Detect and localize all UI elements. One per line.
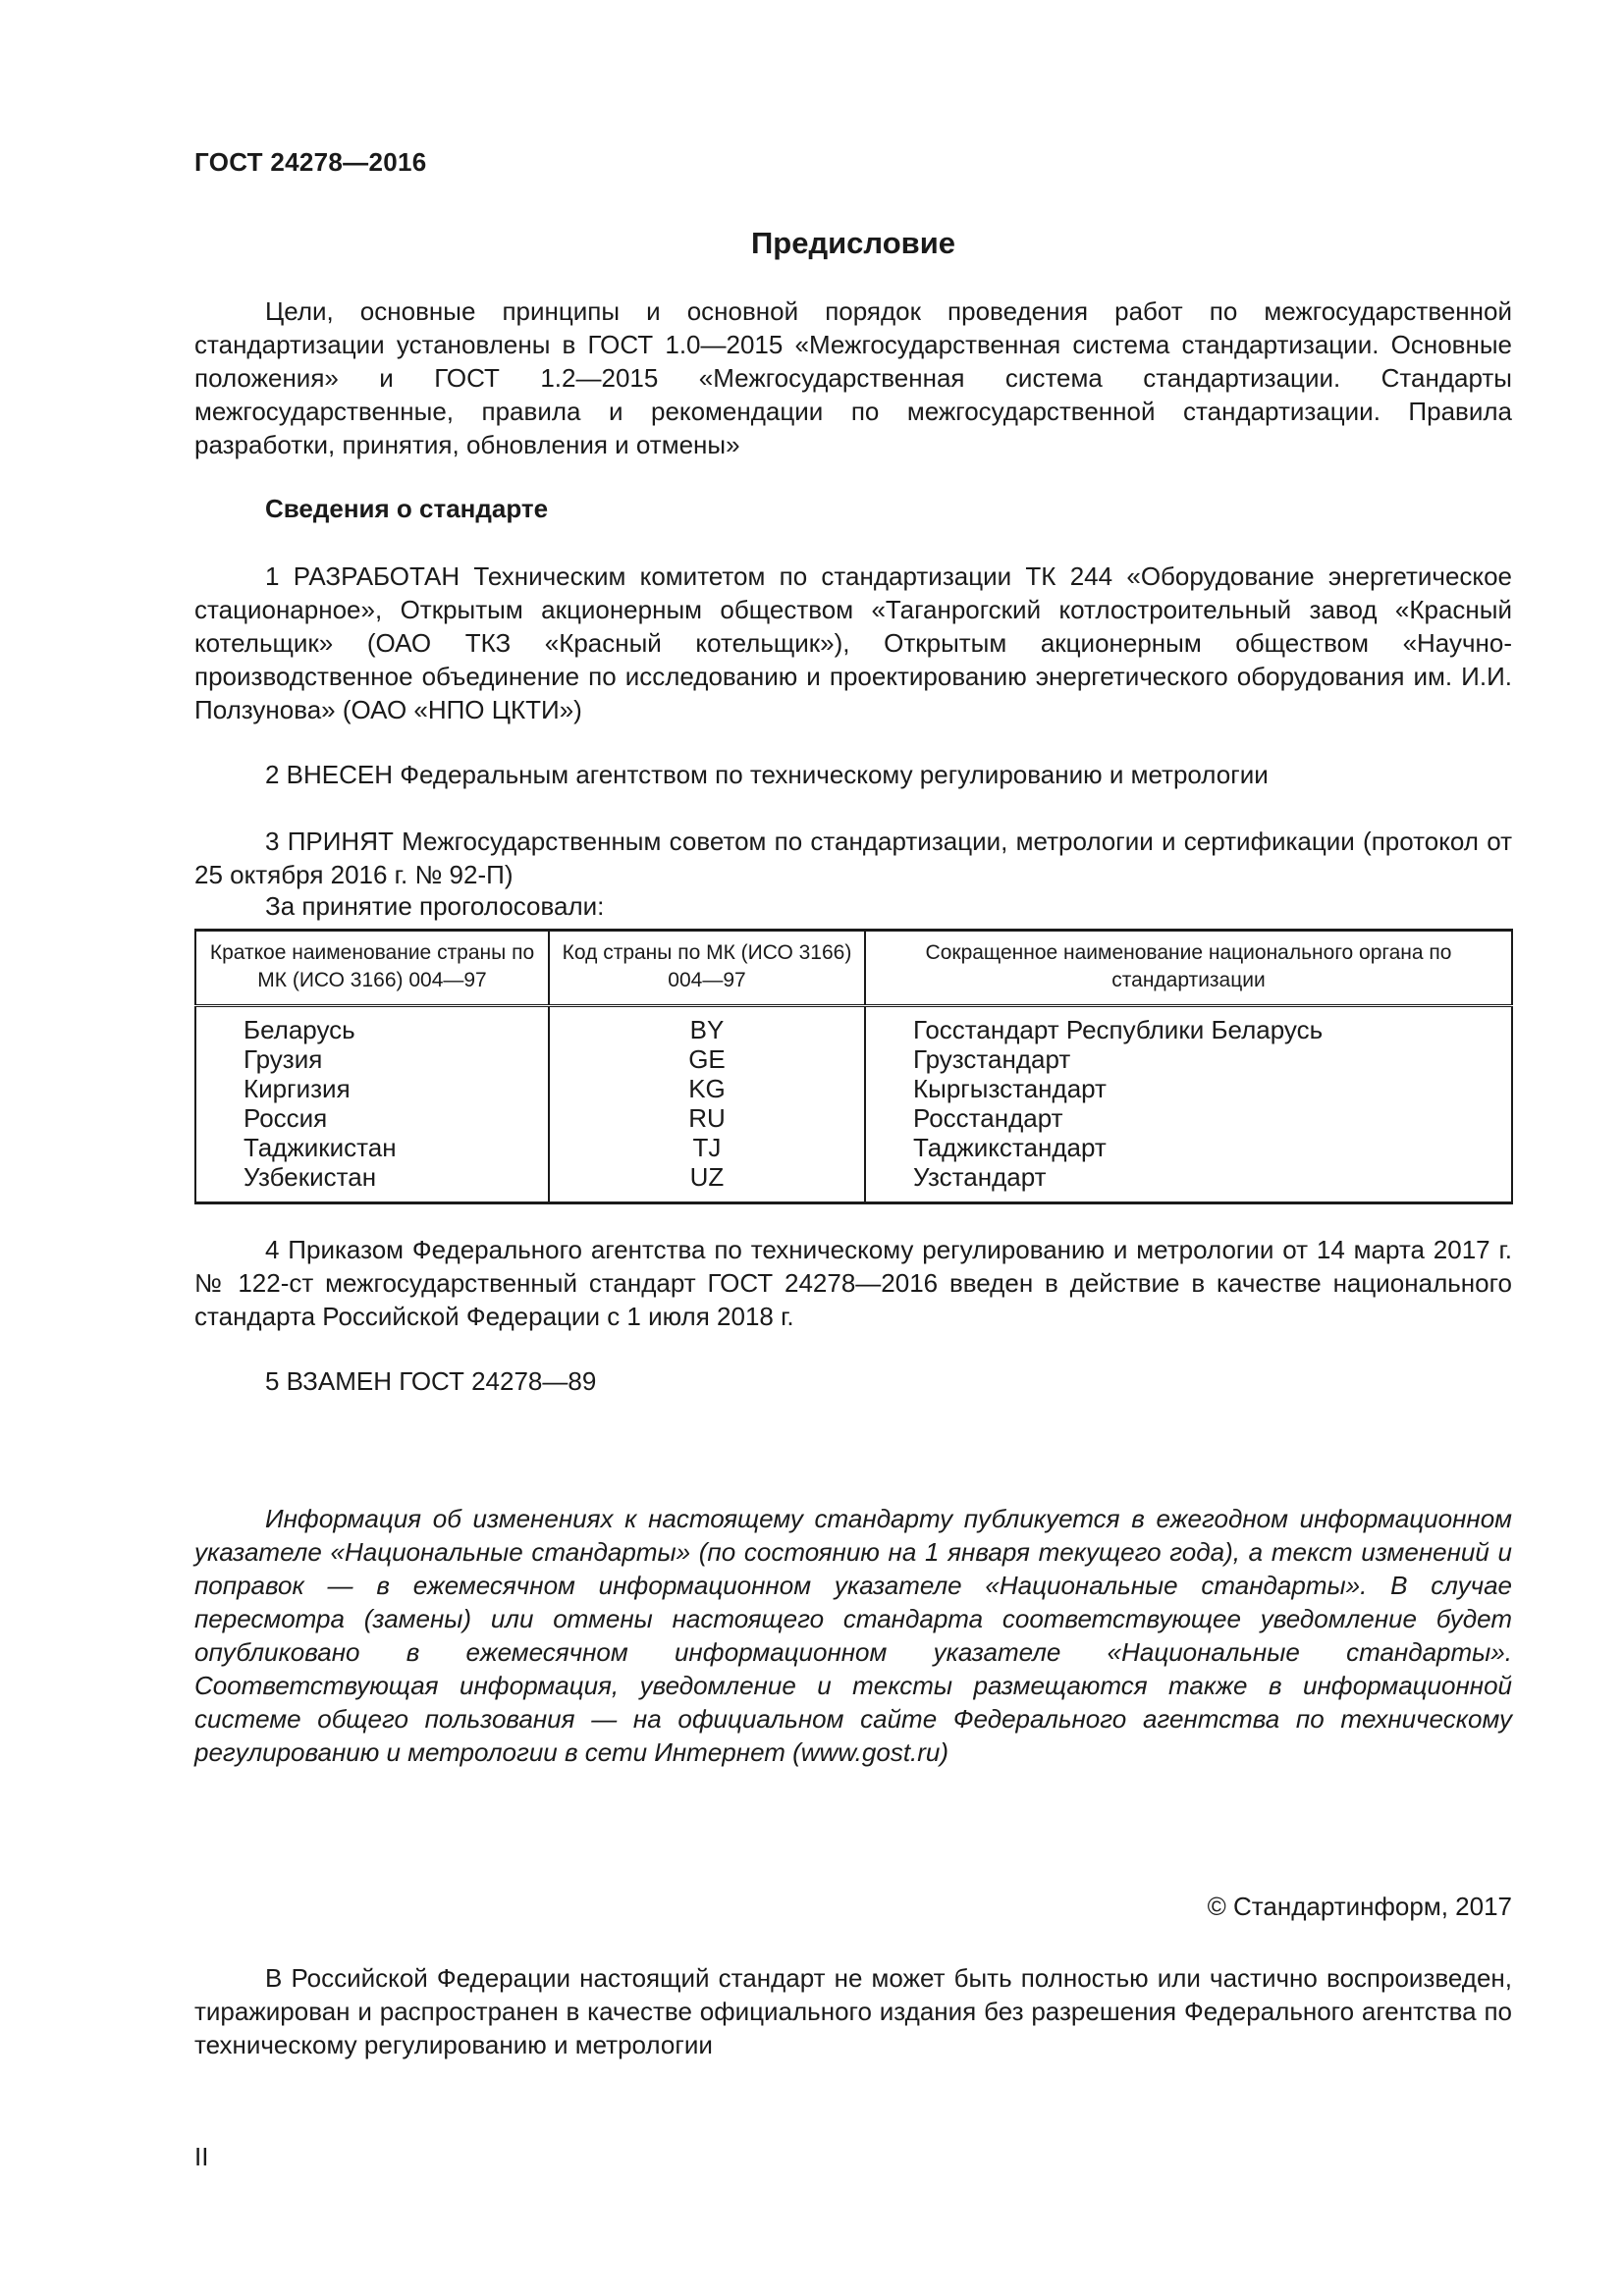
organization-cell: Росстандарт	[865, 1103, 1512, 1133]
table-row	[195, 1162, 1512, 1203]
column-header-country: Краткое наименование страны по МК (ИСО 3166) 004—97	[195, 931, 549, 1006]
country-code-cell: UZ	[549, 1162, 865, 1203]
page-number: II	[194, 2142, 209, 2171]
copyright-notice: © Стандартинформ, 2017	[1207, 1892, 1512, 1921]
intro-paragraph: Цели, основные принципы и основной порядок проведения работ по межгосударственной стандартизации установлены в ГОСТ 1.0—2015 «Межгосударственная система стандартизации. Основные положения» и ГОСТ 1.2—2015 «Межгосударственная система стандартизации. Стандарты межгосударственные, правила и рекомендации по межгосударственной стандартизации. Правила разработки, принятия, обновления и отмены»	[194, 296, 1512, 459]
country-cell: Россия	[244, 1103, 328, 1133]
item-5-paragraph: 5 ВЗАМЕН ГОСТ 24278—89	[265, 1366, 597, 1396]
table-row	[195, 1133, 1512, 1162]
country-code-cell: GE	[549, 1044, 865, 1074]
organization-cell: Узстандарт	[865, 1162, 1512, 1203]
item-4-paragraph: 4 Приказом Федерального агентства по техническому регулированию и метрологии от 14 марта 2017 г. № 122-ст межгосударственный стандарт ГОСТ 24278—2016 введен в действие в качестве национального стандарта Российской Федерации с 1 июля 2018 г.	[194, 1235, 1512, 1331]
item-3-paragraph: 3 ПРИНЯТ Межгосударственным советом по стандартизации, метрологии и сертификации (протокол от 25 октября 2016 г. № 92-П)	[194, 827, 1512, 889]
table-row	[195, 1103, 1512, 1133]
legal-note-paragraph: В Российской Федерации настоящий стандарт не может быть полностью или частично воспроизведен, тиражирован и распространен в качестве официального издания без разрешения Федерального агентства по техническому регулированию и метрологии	[194, 1963, 1512, 2059]
country-cell: Киргизия	[244, 1074, 351, 1103]
info-note-paragraph: Информация об изменениях к настоящему стандарту публикуется в ежегодном информационном указателе «Национальные стандарты» (по состоянию на 1 января текущего года), а текст изменений и поправок — в ежемесячном информационном указателе «Национальные стандарты». В случае пересмотра (замены) или отмены настоящего стандарта соответствующее уведомление будет опубликовано в ежемесячном информационном указателе «Национальные стандарты». Соответствующая информация, уведомление и тексты размещаются также в информационной системе общего пользования — на официальном сайте Федерального агентства по техническому регулированию и метрологии в сети Интернет (www.gost.ru)	[194, 1504, 1512, 1767]
organization-cell: Кыргызстандарт	[865, 1074, 1512, 1103]
voted-label: За принятие проголосовали:	[265, 891, 605, 921]
table-header-row	[195, 931, 1512, 1006]
column-header-code: Код страны по МК (ИСО 3166) 004—97	[549, 931, 865, 1006]
page-title: Предисловие	[750, 226, 955, 260]
country-cell: Беларусь	[244, 1015, 355, 1044]
document-code: ГОСТ 24278—2016	[194, 147, 427, 177]
country-code-cell: BY	[549, 1006, 865, 1045]
organization-cell: Таджикстандарт	[865, 1133, 1512, 1162]
table-row	[195, 1044, 1512, 1074]
country-code-cell: KG	[549, 1074, 865, 1103]
voting-countries-table	[194, 929, 1513, 1204]
table-row	[195, 1006, 1512, 1045]
section-heading: Сведения о стандарте	[265, 494, 549, 523]
item-2-paragraph: 2 ВНЕСЕН Федеральным агентством по техническому регулированию и метрологии	[265, 760, 1269, 789]
country-cell: Узбекистан	[244, 1162, 377, 1192]
table-row	[195, 1074, 1512, 1103]
column-header-organization: Сокращенное наименование национального органа по стандартизации	[865, 931, 1512, 1006]
country-cell: Грузия	[244, 1044, 323, 1074]
country-code-cell: RU	[549, 1103, 865, 1133]
country-cell: Таджикистан	[244, 1133, 397, 1162]
item-1-paragraph: 1 РАЗРАБОТАН Техническим комитетом по стандартизации ТК 244 «Оборудование энергетическое стационарное», Открытым акционерным обществом «Таганрогский котлостроительный завод «Красный котельщик» (ОАО ТКЗ «Красный котельщик»), Открытым акционерным обществом «Научно-производственное объединение по исследованию и проектированию энергетического оборудования им. И.И. Ползунова» (ОАО «НПО ЦКТИ»)	[194, 561, 1512, 724]
organization-cell: Госстандарт Республики Беларусь	[865, 1006, 1512, 1045]
organization-cell: Грузстандарт	[865, 1044, 1512, 1074]
country-code-cell: TJ	[549, 1133, 865, 1162]
